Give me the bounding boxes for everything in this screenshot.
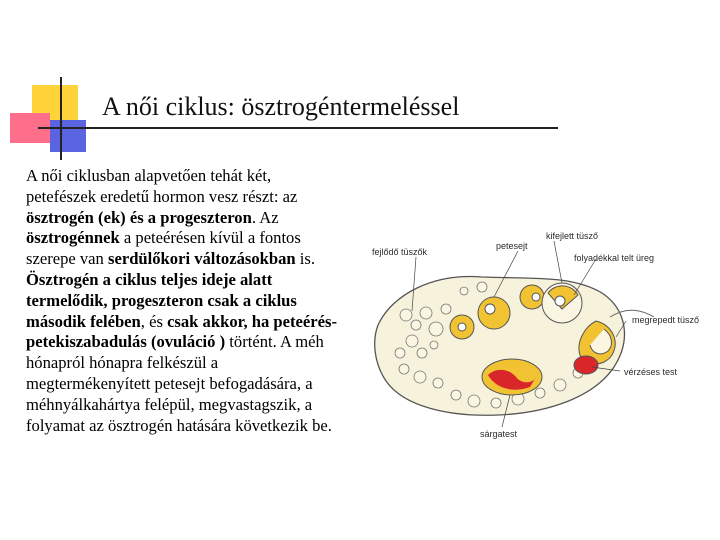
paragraph-segment: A női ciklusban alapvetően tehát két, petefészek eredetű hormon vesz részt: az (26, 166, 298, 206)
label-petesejt: petesejt (496, 241, 528, 251)
paragraph-segment: is. (295, 249, 316, 269)
label-verzeses: vérzéses test (624, 367, 678, 377)
paragraph-bold-segment: ösztrogénnek (26, 228, 120, 248)
label-kifejlett-tusz: kifejlett tüsző (546, 231, 599, 241)
ovarian-cycle-diagram (364, 217, 720, 445)
decor-blue-square (50, 120, 86, 152)
paragraph-bold-segment: csak akkor, ha peteérés-petekiszabadulás (ovuláció ) (26, 311, 337, 352)
paragraph-segment: történt. A méh hónapról hónapra felkészül a megtermékenyített petesejt befogadására, a méhnyálkahártya felépül, megvastagszik, a folyamat az ösztrogén hatására következik be. (26, 332, 332, 435)
decor-horizontal-line (38, 127, 558, 129)
paragraph-bold-segment: Ösztrogén a ciklus teljes ideje alatt termelődik, progeszteron csak a ciklus második felében (26, 269, 297, 331)
label-folyadekkal: folyadékkal telt üreg (574, 253, 655, 263)
body-paragraph (26, 166, 344, 436)
paragraph-bold-segment: ösztrogén (ek) és a progeszteron (26, 207, 252, 227)
paragraph-segment: . Az (251, 207, 279, 227)
paragraph-segment: a peteérésen kívül a fontos szerepe van (26, 228, 301, 269)
slide-title: A női ciklus: ösztrogéntermeléssel (102, 92, 460, 121)
label-fejlodo-tuszok: fejlődő tüszők (372, 247, 428, 257)
label-sargatest: sárgatest (480, 429, 518, 439)
label-megrepedt: megrepedt tüsző (632, 315, 700, 325)
paragraph-bold-segment: serdülőkori változásokban (108, 249, 296, 269)
decor-vertical-line (60, 77, 62, 160)
paragraph-segment: , és (140, 311, 168, 331)
mature-follicle (542, 283, 582, 323)
